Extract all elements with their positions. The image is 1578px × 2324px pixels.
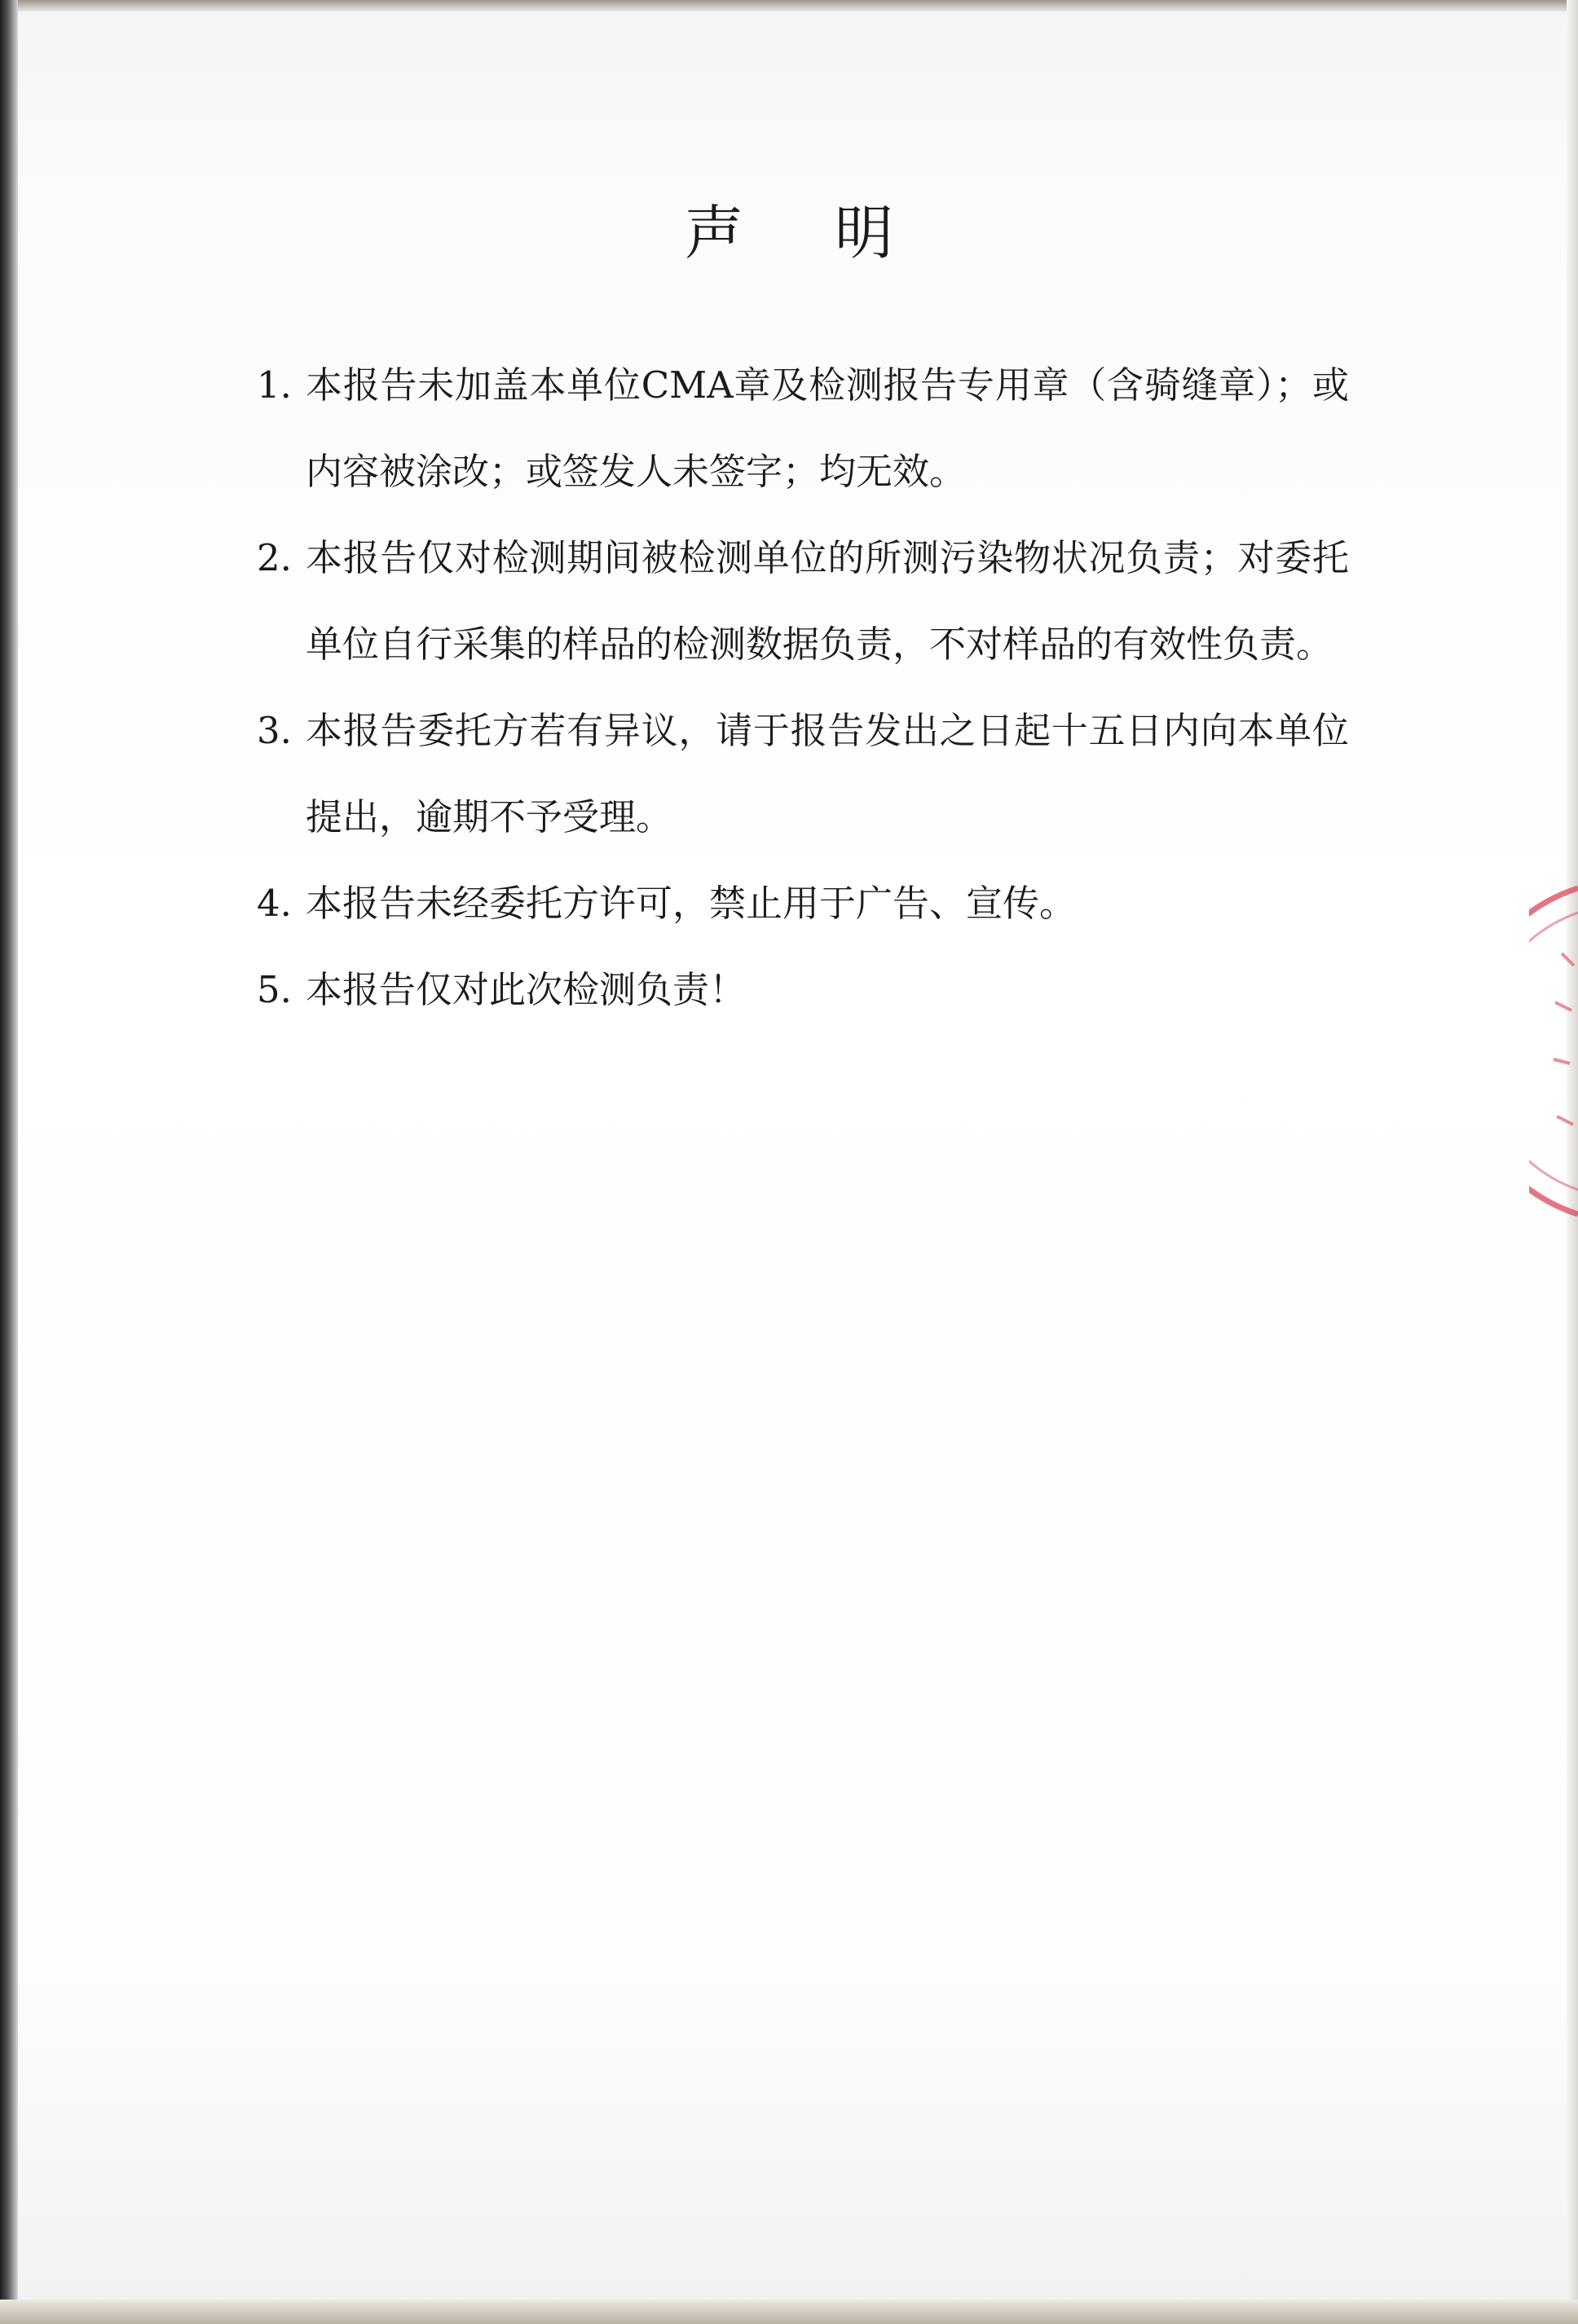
list-item: [257, 688, 1349, 860]
paper-top-edge: [0, 0, 1578, 11]
paper-left-edge: [0, 0, 18, 2324]
item-number: 4.: [257, 882, 292, 925]
item-number: 2.: [257, 536, 292, 579]
item-text: 本报告仅对此次检测负责！: [306, 968, 747, 1011]
list-item: [257, 860, 1349, 947]
list-item: [257, 515, 1349, 688]
item-number: 5.: [257, 968, 292, 1011]
item-text: 本报告委托方若有异议，请于报告发出之日起十五日内向本单位提出，逾期不予受理。: [306, 709, 1349, 838]
statement-list: [257, 342, 1349, 1033]
item-text: 本报告未经委托方许可，禁止用于广告、宣传。: [306, 882, 1077, 925]
item-number: 1.: [257, 363, 292, 407]
page-title: 声明: [684, 199, 985, 267]
list-item: [257, 947, 1349, 1033]
list-item: [257, 342, 1349, 515]
seal-stamp-graphic: [1529, 880, 1578, 1222]
seal-stamp-fragment: [1529, 880, 1578, 1222]
item-text: 本报告仅对检测期间被检测单位的所测污染物状况负责；对委托单位自行采集的样品的检测数据负责，不对样品的有效性负责。: [306, 536, 1349, 666]
item-number: 3.: [257, 709, 292, 752]
paper-bottom-edge: [0, 2300, 1578, 2324]
item-text: 本报告未加盖本单位CMA章及检测报告专用章（含骑缝章）；或内容被涂改；或签发人未签字；均无效。: [306, 363, 1349, 493]
